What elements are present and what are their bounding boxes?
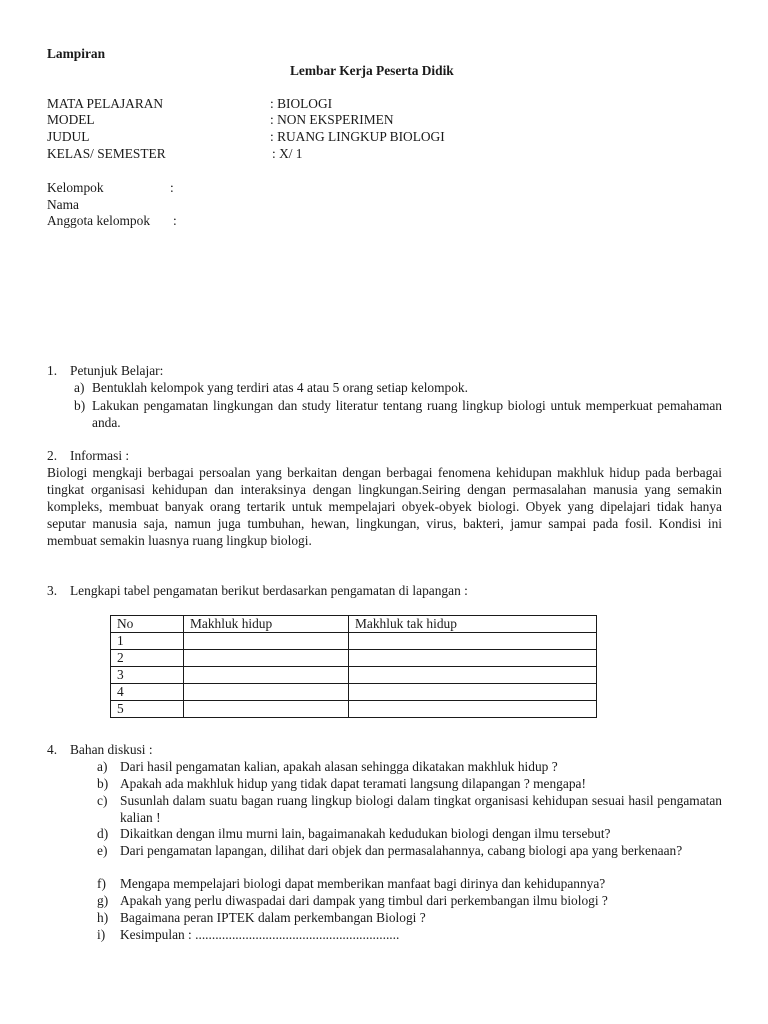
section-3-title: Lengkapi tabel pengamatan berikut berdasarkan pengamatan di lapangan : — [70, 583, 468, 598]
section-3-number: 3. — [47, 583, 58, 598]
nama-label: Nama — [47, 197, 79, 212]
row-number: 2 — [111, 650, 184, 667]
list-item: Dari pengamatan lapangan, dilihat dari objek dan permasalahannya, cabang biologi apa yang berkenaan? — [120, 843, 683, 858]
anggota-colon: : — [173, 213, 177, 228]
informasi-paragraph: Biologi mengkaji berbagai persoalan yang berkaitan dengan berbagai fenomena kehidupan makhluk hidup pada berbagai tingkat organisasi kehidupan dan interaksinya dengan lingkungan.Seiring dengan permasalahan manusia yang semakin kompleks, membuat banyak orang tertarik untuk mempelajari obyek-obyek biologi. Obyek yang dipelajari tidak hanya seputar manusia saja, namun juga tumbuhan, hewan, lingkungan, virus, bakteri, jamur sampai pada fosil. Kondisi ini membuat semakin luasnya ruang lingkup biologi. — [47, 465, 722, 548]
meta-value-class: : X/ 1 — [272, 146, 303, 161]
meta-value-model: : NON EKSPERIMEN — [270, 112, 394, 127]
list-item: Bagaimana peran IPTEK dalam perkembangan Biologi ? — [120, 910, 426, 925]
cell-makhluk-tak-hidup[interactable] — [349, 667, 597, 684]
table-header-row — [111, 616, 597, 633]
lampiran-label: Lampiran — [47, 46, 106, 61]
meta-value-subject: : BIOLOGI — [270, 96, 333, 111]
cell-makhluk-tak-hidup[interactable] — [349, 684, 597, 701]
cell-makhluk-tak-hidup[interactable] — [349, 633, 597, 650]
list-item: Apakah yang perlu diwaspadai dari dampak yang timbul dari perkembangan ilmu biologi ? — [120, 893, 608, 908]
kelompok-label: Kelompok — [47, 180, 104, 195]
kelompok-colon: : — [170, 180, 174, 195]
section-1-title: Petunjuk Belajar: — [70, 363, 164, 378]
section-1-number: 1. — [47, 363, 58, 378]
table-row — [111, 650, 597, 667]
cell-makhluk-tak-hidup[interactable] — [349, 701, 597, 718]
table-row — [111, 684, 597, 701]
cell-makhluk-tak-hidup[interactable] — [349, 650, 597, 667]
kesimpulan-field[interactable]: Kesimpulan : ............................................................. — [120, 927, 400, 942]
list-marker: f) — [97, 876, 106, 891]
list-marker: a) — [97, 759, 108, 774]
meta-label-model: MODEL — [47, 112, 95, 127]
meta-label-class: KELAS/ SEMESTER — [47, 146, 166, 161]
list-marker: i) — [97, 927, 106, 942]
meta-label-title: JUDUL — [47, 129, 90, 144]
row-number: 4 — [111, 684, 184, 701]
list-item: Apakah ada makhluk hidup yang tidak dapat teramati langsung dilapangan ? mengapa! — [120, 776, 586, 791]
list-item: Bentuklah kelompok yang terdiri atas 4 atau 5 orang setiap kelompok. — [92, 380, 468, 395]
section-2-number: 2. — [47, 448, 58, 463]
list-marker: a) — [74, 380, 85, 395]
table-row — [111, 701, 597, 718]
observation-table — [110, 615, 597, 718]
section-2-title: Informasi : — [70, 448, 130, 463]
page-title: Lembar Kerja Peserta Didik — [290, 63, 454, 78]
list-marker: g) — [97, 893, 109, 908]
cell-makhluk-hidup[interactable] — [184, 650, 349, 667]
column-header-makhluk-hidup: Makhluk hidup — [184, 616, 349, 633]
row-number: 5 — [111, 701, 184, 718]
list-marker: e) — [97, 843, 108, 858]
row-number: 3 — [111, 667, 184, 684]
list-marker: c) — [97, 793, 108, 808]
list-item: Susunlah dalam suatu bagan ruang lingkup biologi dalam tingkat organisasi kehidupan sesuai hasil pengamatan kalian ! — [120, 793, 722, 825]
list-item: Mengapa mempelajari biologi dapat memberikan manfaat bagi dirinya dan kehidupannya? — [120, 876, 606, 891]
list-marker: b) — [74, 398, 86, 413]
list-item: Dari hasil pengamatan kalian, apakah alasan sehingga dikatakan makhluk hidup ? — [120, 759, 558, 774]
list-marker: d) — [97, 826, 109, 841]
column-header-makhluk-tak-hidup: Makhluk tak hidup — [349, 616, 597, 633]
list-marker: h) — [97, 910, 109, 925]
cell-makhluk-hidup[interactable] — [184, 633, 349, 650]
list-item: Lakukan pengamatan lingkungan dan study literatur tentang ruang lingkup biologi untuk memperkuat pemahaman anda. — [92, 398, 722, 430]
meta-value-title: : RUANG LINGKUP BIOLOGI — [270, 129, 445, 144]
list-marker: b) — [97, 776, 109, 791]
column-header-no: No — [111, 616, 184, 633]
list-item: Dikaitkan dengan ilmu murni lain, bagaimanakah kedudukan biologi dengan ilmu tersebut? — [120, 826, 611, 841]
section-4-title: Bahan diskusi : — [70, 742, 153, 757]
cell-makhluk-hidup[interactable] — [184, 684, 349, 701]
row-number: 1 — [111, 633, 184, 650]
cell-makhluk-hidup[interactable] — [184, 667, 349, 684]
cell-makhluk-hidup[interactable] — [184, 701, 349, 718]
table-row — [111, 633, 597, 650]
meta-label-subject: MATA PELAJARAN — [47, 96, 164, 111]
section-4-number: 4. — [47, 742, 58, 757]
table-row — [111, 667, 597, 684]
anggota-label: Anggota kelompok — [47, 213, 151, 228]
